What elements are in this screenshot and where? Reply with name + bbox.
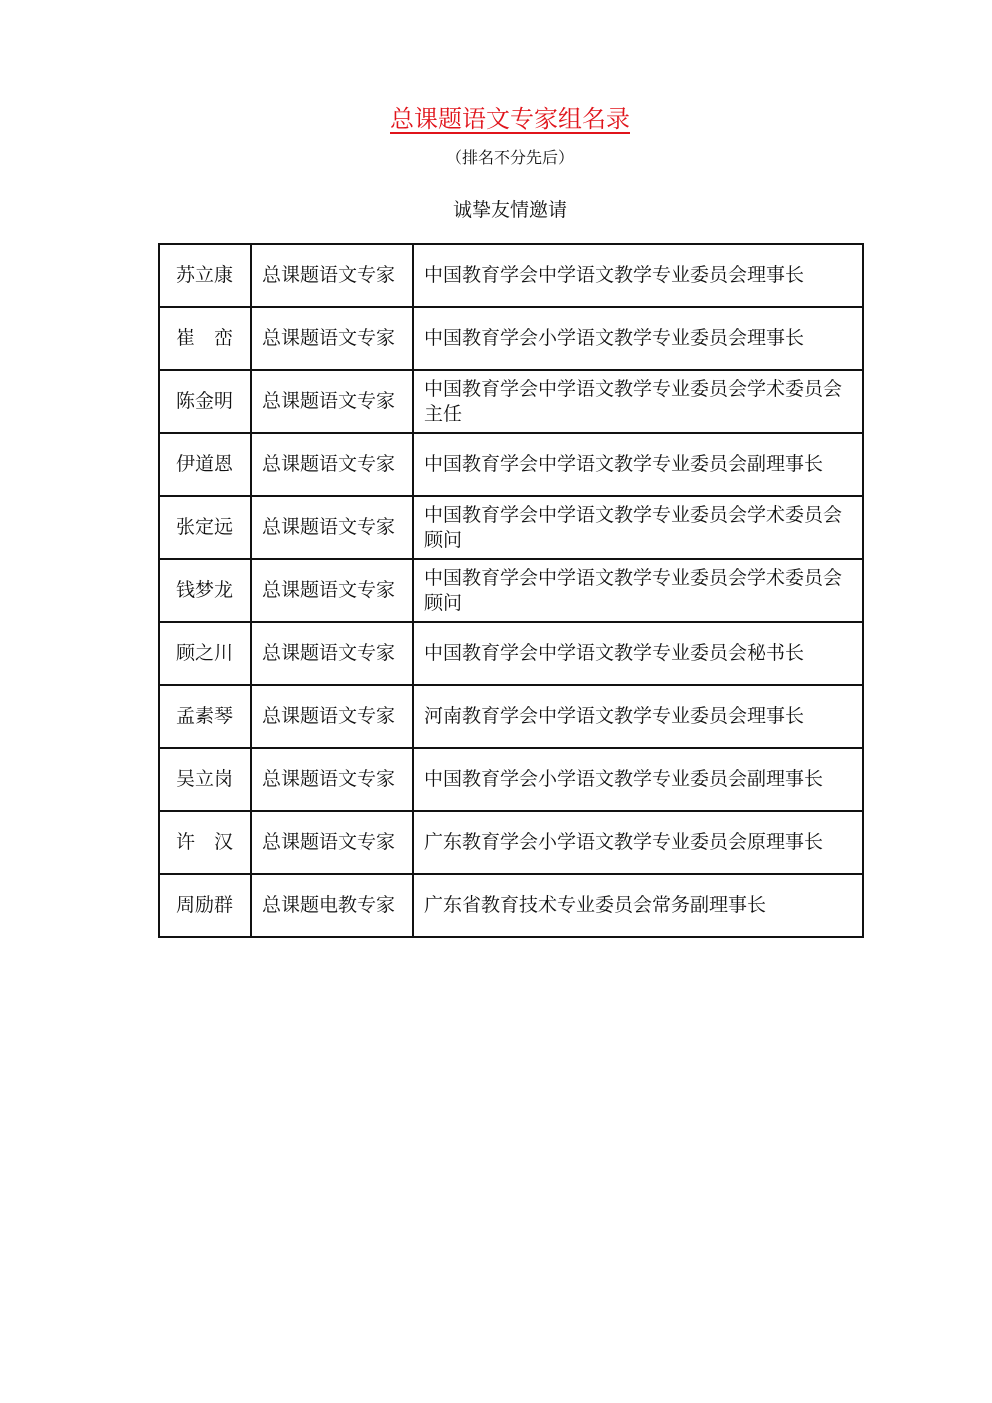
expert-role: 总课题电教专家 [251, 874, 413, 937]
table-row [159, 370, 863, 433]
expert-position: 中国教育学会小学语文教学专业委员会副理事长 [413, 748, 863, 811]
expert-position: 河南教育学会中学语文教学专业委员会理事长 [413, 685, 863, 748]
expert-position: 中国教育学会中学语文教学专业委员会秘书长 [413, 622, 863, 685]
table-row [159, 685, 863, 748]
expert-position: 中国教育学会小学语文教学专业委员会理事长 [413, 307, 863, 370]
expert-name: 崔 峦 [159, 307, 251, 370]
expert-position: 中国教育学会中学语文教学专业委员会副理事长 [413, 433, 863, 496]
expert-position: 中国教育学会中学语文教学专业委员会学术委员会主任 [413, 370, 863, 433]
expert-table [158, 243, 864, 938]
expert-position: 广东教育学会小学语文教学专业委员会原理事长 [413, 811, 863, 874]
expert-role: 总课题语文专家 [251, 559, 413, 622]
subtitle: （排名不分先后） [445, 148, 574, 167]
expert-name: 顾之川 [159, 622, 251, 685]
expert-name: 张定远 [159, 496, 251, 559]
table-row [159, 307, 863, 370]
table-row [159, 433, 863, 496]
expert-role: 总课题语文专家 [251, 433, 413, 496]
expert-role: 总课题语文专家 [251, 622, 413, 685]
table-row [159, 244, 863, 307]
invite-line: 诚挚友情邀请 [452, 199, 567, 221]
expert-position: 中国教育学会中学语文教学专业委员会学术委员会顾问 [413, 559, 863, 622]
table-row [159, 622, 863, 685]
expert-role: 总课题语文专家 [251, 811, 413, 874]
expert-role: 总课题语文专家 [251, 307, 413, 370]
table-row [159, 811, 863, 874]
expert-name: 钱梦龙 [159, 559, 251, 622]
expert-position: 中国教育学会中学语文教学专业委员会理事长 [413, 244, 863, 307]
page-title: 总课题语文专家组名录 [390, 105, 630, 133]
expert-role: 总课题语文专家 [251, 496, 413, 559]
expert-role: 总课题语文专家 [251, 244, 413, 307]
table-row [159, 559, 863, 622]
expert-name: 孟素琴 [159, 685, 251, 748]
table-row [159, 874, 863, 937]
expert-role: 总课题语文专家 [251, 685, 413, 748]
expert-position: 中国教育学会中学语文教学专业委员会学术委员会顾问 [413, 496, 863, 559]
table-row [159, 496, 863, 559]
table-row [159, 748, 863, 811]
expert-name: 许 汉 [159, 811, 251, 874]
expert-name: 吴立岗 [159, 748, 251, 811]
expert-name: 周励群 [159, 874, 251, 937]
expert-name: 苏立康 [159, 244, 251, 307]
expert-position: 广东省教育技术专业委员会常务副理事长 [413, 874, 863, 937]
expert-role: 总课题语文专家 [251, 370, 413, 433]
expert-name: 陈金明 [159, 370, 251, 433]
expert-role: 总课题语文专家 [251, 748, 413, 811]
expert-name: 伊道恩 [159, 433, 251, 496]
